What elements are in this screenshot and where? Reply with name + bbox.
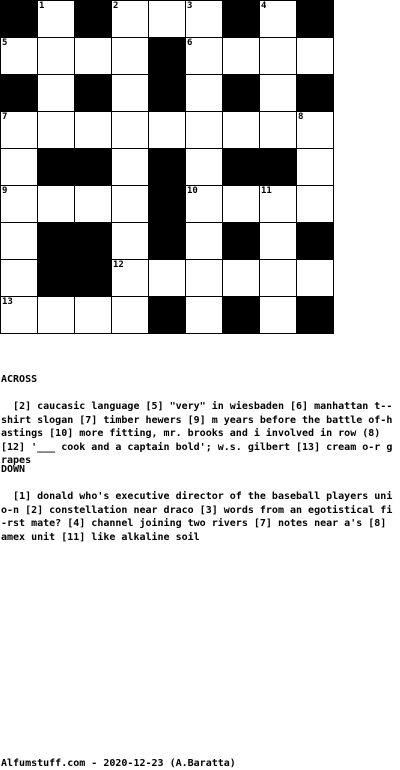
black-square <box>149 149 186 186</box>
black-square <box>1 75 38 112</box>
answer-cell[interactable] <box>1 260 38 297</box>
black-square <box>223 223 260 260</box>
answer-cell[interactable] <box>260 75 297 112</box>
down-clue-text: [1] donald who's executive director of the baseball players unio-n [2] constellation near draco [3] words from an egotistical fi-rst mate? [4] channel joining two rivers [7] notes near a's [8] amex unit [11] like alkaline soil <box>1 491 393 543</box>
answer-cell[interactable] <box>297 260 334 297</box>
black-square <box>149 297 186 334</box>
black-square <box>297 297 334 334</box>
down-title: DOWN <box>1 464 26 475</box>
answer-cell[interactable] <box>260 260 297 297</box>
black-square <box>1 1 38 38</box>
answer-cell[interactable] <box>297 149 334 186</box>
answer-cell[interactable] <box>112 186 149 223</box>
answer-cell[interactable] <box>38 186 75 223</box>
black-square <box>38 223 75 260</box>
answer-cell[interactable] <box>297 38 334 75</box>
black-square <box>75 223 112 260</box>
answer-cell[interactable] <box>112 149 149 186</box>
answer-cell[interactable] <box>1 223 38 260</box>
answer-cell[interactable] <box>186 297 223 334</box>
crossword-grid <box>0 0 334 334</box>
answer-cell[interactable] <box>1 149 38 186</box>
answer-cell[interactable] <box>112 38 149 75</box>
answer-cell[interactable] <box>112 1 149 38</box>
black-square <box>75 75 112 112</box>
answer-cell[interactable] <box>1 112 38 149</box>
black-square <box>260 149 297 186</box>
black-square <box>38 149 75 186</box>
clue-number: 11 <box>261 186 272 196</box>
answer-cell[interactable] <box>149 1 186 38</box>
black-square <box>149 38 186 75</box>
answer-cell[interactable] <box>223 38 260 75</box>
clue-number: 9 <box>2 186 8 196</box>
answer-cell[interactable] <box>75 186 112 223</box>
clue-number: 8 <box>298 112 304 122</box>
clue-number: 13 <box>2 297 13 307</box>
answer-cell[interactable] <box>186 223 223 260</box>
answer-cell[interactable] <box>38 75 75 112</box>
answer-cell[interactable] <box>112 297 149 334</box>
answer-cell[interactable] <box>1 38 38 75</box>
answer-cell[interactable] <box>186 38 223 75</box>
answer-cell[interactable] <box>149 260 186 297</box>
black-square <box>223 297 260 334</box>
answer-cell[interactable] <box>223 112 260 149</box>
black-square <box>297 223 334 260</box>
black-square <box>223 75 260 112</box>
black-square <box>223 1 260 38</box>
down-clues <box>1 436 393 544</box>
clue-number: 5 <box>2 38 8 48</box>
answer-cell[interactable] <box>186 75 223 112</box>
answer-cell[interactable] <box>186 260 223 297</box>
answer-cell[interactable] <box>297 112 334 149</box>
clue-number: 6 <box>187 38 193 48</box>
answer-cell[interactable] <box>1 297 38 334</box>
black-square <box>149 223 186 260</box>
clue-number: 2 <box>113 1 119 11</box>
answer-cell[interactable] <box>112 75 149 112</box>
black-square <box>297 75 334 112</box>
answer-cell[interactable] <box>149 112 186 149</box>
answer-cell[interactable] <box>260 1 297 38</box>
footer-credit: Alfumstuff.com - 2020-12-23 (A.Baratta) <box>1 758 236 769</box>
clue-number: 12 <box>113 260 124 270</box>
answer-cell[interactable] <box>38 1 75 38</box>
answer-cell[interactable] <box>75 297 112 334</box>
answer-cell[interactable] <box>38 38 75 75</box>
answer-cell[interactable] <box>75 112 112 149</box>
answer-cell[interactable] <box>1 186 38 223</box>
black-square <box>223 149 260 186</box>
clue-number: 10 <box>187 186 198 196</box>
answer-cell[interactable] <box>75 38 112 75</box>
clue-number: 4 <box>261 1 267 11</box>
answer-cell[interactable] <box>38 297 75 334</box>
clue-number: 3 <box>187 1 193 11</box>
answer-cell[interactable] <box>297 186 334 223</box>
black-square <box>75 260 112 297</box>
answer-cell[interactable] <box>38 112 75 149</box>
clue-number: 1 <box>39 1 45 11</box>
black-square <box>38 260 75 297</box>
answer-cell[interactable] <box>260 297 297 334</box>
black-square <box>297 1 334 38</box>
answer-cell[interactable] <box>223 260 260 297</box>
answer-cell[interactable] <box>112 223 149 260</box>
black-square <box>149 186 186 223</box>
answer-cell[interactable] <box>186 149 223 186</box>
across-title: ACROSS <box>1 374 38 385</box>
answer-cell[interactable] <box>186 112 223 149</box>
answer-cell[interactable] <box>260 223 297 260</box>
answer-cell[interactable] <box>112 112 149 149</box>
clue-number: 7 <box>2 112 8 122</box>
black-square <box>149 75 186 112</box>
black-square <box>75 149 112 186</box>
answer-cell[interactable] <box>260 38 297 75</box>
answer-cell[interactable] <box>223 186 260 223</box>
answer-cell[interactable] <box>186 186 223 223</box>
across-clue-text: [2] caucasic language [5] "very" in wiesbaden [6] manhattan t--shirt slogan [7] timber hewers [9] m years before the battle of-hastings [10] more fitting, mr. brooks and i involved in row (8) [12] '___ cook and a captain bold'; w.s. gilbert [13] cream o-r grapes <box>1 401 393 466</box>
answer-cell[interactable] <box>260 112 297 149</box>
answer-cell[interactable] <box>186 1 223 38</box>
answer-cell[interactable] <box>112 260 149 297</box>
answer-cell[interactable] <box>260 186 297 223</box>
black-square <box>75 1 112 38</box>
